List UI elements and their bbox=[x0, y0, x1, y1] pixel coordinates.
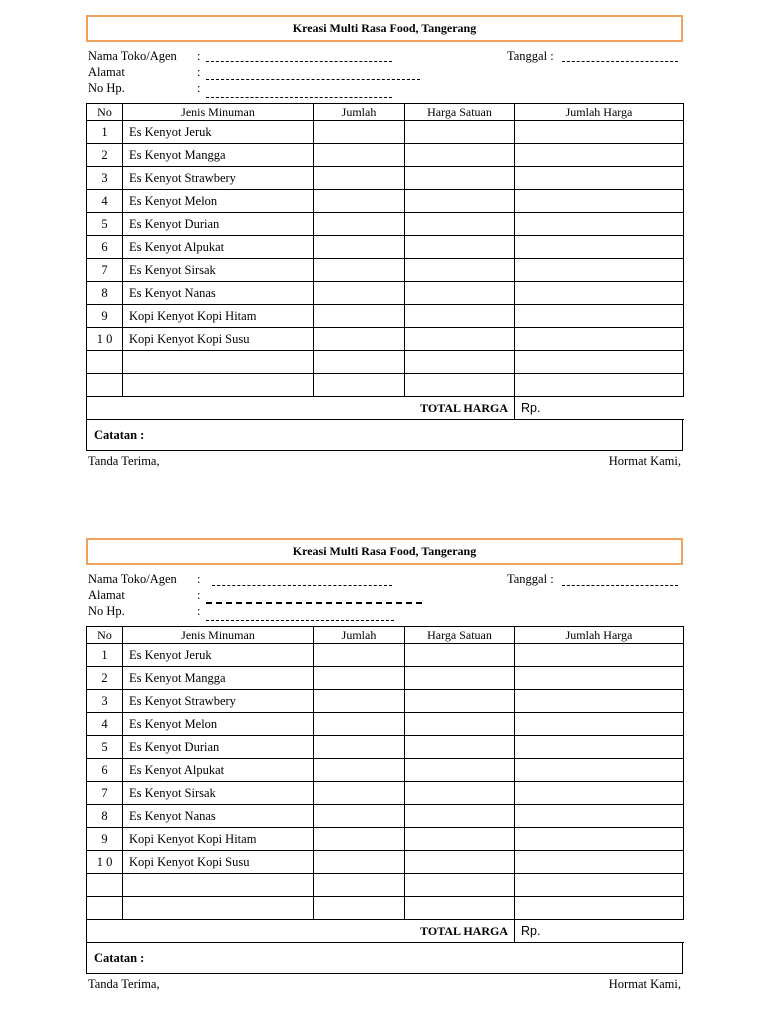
header-no: No bbox=[87, 104, 123, 121]
sign-right: Hormat Kami, bbox=[608, 454, 681, 468]
notes-box[interactable] bbox=[86, 420, 683, 451]
nohp-colon: : bbox=[197, 604, 201, 618]
row-no: 1 bbox=[87, 644, 123, 667]
table-row bbox=[87, 851, 684, 874]
row-no: 2 bbox=[87, 667, 123, 690]
row-no: 8 bbox=[87, 282, 123, 305]
row-no: 9 bbox=[87, 828, 123, 851]
header-jenis-minuman: Jenis Minuman bbox=[123, 627, 314, 644]
alamat-label: Alamat bbox=[88, 65, 125, 79]
row-jumlah-cell[interactable] bbox=[314, 828, 405, 851]
table-row bbox=[87, 782, 684, 805]
table-row bbox=[87, 190, 684, 213]
row-item: Kopi Kenyot Kopi Susu bbox=[123, 851, 314, 874]
table-row bbox=[87, 351, 684, 374]
tanggal-label: Tanggal : bbox=[507, 49, 554, 63]
row-jumlah-cell[interactable] bbox=[314, 851, 405, 874]
row-no bbox=[87, 374, 123, 397]
nohp-field[interactable] bbox=[206, 97, 392, 98]
row-item: Kopi Kenyot Kopi Hitam bbox=[123, 305, 314, 328]
row-harga-satuan-cell[interactable] bbox=[405, 374, 515, 397]
row-item: Es Kenyot Strawbery bbox=[123, 167, 314, 190]
nama-field[interactable] bbox=[206, 61, 392, 62]
row-item: Es Kenyot Melon bbox=[123, 713, 314, 736]
total-row bbox=[87, 397, 684, 420]
header-no: No bbox=[87, 627, 123, 644]
row-no bbox=[87, 874, 123, 897]
row-harga-satuan-cell[interactable] bbox=[405, 736, 515, 759]
row-jumlah-harga-cell[interactable] bbox=[515, 759, 684, 782]
row-no bbox=[87, 351, 123, 374]
row-jumlah-harga-cell[interactable] bbox=[515, 805, 684, 828]
row-harga-satuan-cell[interactable] bbox=[405, 121, 515, 144]
table-row bbox=[87, 897, 684, 920]
sign-left: Tanda Terima, bbox=[88, 977, 160, 991]
row-jumlah-cell[interactable] bbox=[314, 713, 405, 736]
row-no: 7 bbox=[87, 259, 123, 282]
nama-field[interactable] bbox=[212, 585, 392, 586]
sign-left: Tanda Terima, bbox=[88, 454, 160, 468]
row-harga-satuan-cell[interactable] bbox=[405, 328, 515, 351]
table-header-row bbox=[87, 627, 684, 644]
row-item: Kopi Kenyot Kopi Susu bbox=[123, 328, 314, 351]
row-harga-satuan-cell[interactable] bbox=[405, 874, 515, 897]
row-item: Es Kenyot Jeruk bbox=[123, 121, 314, 144]
row-item: Es Kenyot Strawbery bbox=[123, 690, 314, 713]
row-no: 5 bbox=[87, 736, 123, 759]
row-no: 3 bbox=[87, 690, 123, 713]
row-no: 4 bbox=[87, 713, 123, 736]
table-row bbox=[87, 167, 684, 190]
row-harga-satuan-cell[interactable] bbox=[405, 667, 515, 690]
row-jumlah-cell[interactable] bbox=[314, 897, 405, 920]
tanggal-field[interactable] bbox=[562, 585, 678, 586]
row-jumlah-cell[interactable] bbox=[314, 190, 405, 213]
table-row bbox=[87, 328, 684, 351]
alamat-label: Alamat bbox=[88, 588, 125, 602]
row-harga-satuan-cell[interactable] bbox=[405, 828, 515, 851]
row-jumlah-harga-cell[interactable] bbox=[515, 213, 684, 236]
table-row bbox=[87, 305, 684, 328]
row-item[interactable] bbox=[123, 897, 314, 920]
row-jumlah-cell[interactable] bbox=[314, 874, 405, 897]
total-harga-label: TOTAL HARGA bbox=[87, 397, 515, 420]
form-title: Kreasi Multi Rasa Food, Tangerang bbox=[86, 538, 683, 565]
order-table bbox=[86, 103, 684, 420]
row-jumlah-cell[interactable] bbox=[314, 805, 405, 828]
row-jumlah-harga-cell[interactable] bbox=[515, 736, 684, 759]
row-harga-satuan-cell[interactable] bbox=[405, 690, 515, 713]
row-item: Es Kenyot Nanas bbox=[123, 805, 314, 828]
table-row bbox=[87, 121, 684, 144]
row-harga-satuan-cell[interactable] bbox=[405, 897, 515, 920]
order-table bbox=[86, 626, 684, 943]
row-jumlah-cell[interactable] bbox=[314, 690, 405, 713]
row-jumlah-harga-cell[interactable] bbox=[515, 851, 684, 874]
row-jumlah-harga-cell[interactable] bbox=[515, 328, 684, 351]
row-no: 4 bbox=[87, 190, 123, 213]
row-harga-satuan-cell[interactable] bbox=[405, 851, 515, 874]
nama-label: Nama Toko/Agen bbox=[88, 49, 177, 63]
row-jumlah-cell[interactable] bbox=[314, 351, 405, 374]
header-harga-satuan: Harga Satuan bbox=[405, 627, 515, 644]
table-row bbox=[87, 828, 684, 851]
table-row bbox=[87, 736, 684, 759]
row-jumlah-cell[interactable] bbox=[314, 736, 405, 759]
nohp-colon: : bbox=[197, 81, 201, 95]
row-harga-satuan-cell[interactable] bbox=[405, 805, 515, 828]
row-item: Es Kenyot Alpukat bbox=[123, 236, 314, 259]
row-harga-satuan-cell[interactable] bbox=[405, 213, 515, 236]
row-jumlah-cell[interactable] bbox=[314, 236, 405, 259]
row-jumlah-cell[interactable] bbox=[314, 259, 405, 282]
row-jumlah-harga-cell[interactable] bbox=[515, 667, 684, 690]
row-no: 3 bbox=[87, 167, 123, 190]
row-jumlah-cell[interactable] bbox=[314, 305, 405, 328]
header-harga-satuan: Harga Satuan bbox=[405, 104, 515, 121]
row-item[interactable] bbox=[123, 874, 314, 897]
alamat-colon: : bbox=[197, 65, 201, 79]
row-jumlah-cell[interactable] bbox=[314, 759, 405, 782]
nohp-label: No Hp. bbox=[88, 81, 125, 95]
table-row bbox=[87, 667, 684, 690]
total-harga-value[interactable]: Rp. bbox=[515, 920, 684, 943]
row-item: Es Kenyot Durian bbox=[123, 736, 314, 759]
row-no: 1 0 bbox=[87, 328, 123, 351]
row-item: Es Kenyot Sirsak bbox=[123, 259, 314, 282]
nama-label: Nama Toko/Agen bbox=[88, 572, 177, 586]
row-jumlah-harga-cell[interactable] bbox=[515, 644, 684, 667]
row-jumlah-harga-cell[interactable] bbox=[515, 305, 684, 328]
row-item: Es Kenyot Nanas bbox=[123, 282, 314, 305]
tanggal-label: Tanggal : bbox=[507, 572, 554, 586]
alamat-field[interactable] bbox=[206, 602, 422, 604]
row-jumlah-harga-cell[interactable] bbox=[515, 259, 684, 282]
row-jumlah-harga-cell[interactable] bbox=[515, 374, 684, 397]
form-title: Kreasi Multi Rasa Food, Tangerang bbox=[86, 15, 683, 42]
table-row bbox=[87, 213, 684, 236]
table-row bbox=[87, 690, 684, 713]
row-item: Es Kenyot Durian bbox=[123, 213, 314, 236]
table-row bbox=[87, 282, 684, 305]
total-harga-value[interactable]: Rp. bbox=[515, 397, 684, 420]
row-jumlah-harga-cell[interactable] bbox=[515, 351, 684, 374]
order-form-1 bbox=[86, 15, 683, 495]
row-item[interactable] bbox=[123, 351, 314, 374]
row-jumlah-cell[interactable] bbox=[314, 782, 405, 805]
row-no: 5 bbox=[87, 213, 123, 236]
row-harga-satuan-cell[interactable] bbox=[405, 713, 515, 736]
table-row bbox=[87, 144, 684, 167]
row-item: Es Kenyot Melon bbox=[123, 190, 314, 213]
row-harga-satuan-cell[interactable] bbox=[405, 167, 515, 190]
row-jumlah-cell[interactable] bbox=[314, 667, 405, 690]
row-jumlah-harga-cell[interactable] bbox=[515, 144, 684, 167]
row-harga-satuan-cell[interactable] bbox=[405, 282, 515, 305]
table-row bbox=[87, 374, 684, 397]
header-jumlah: Jumlah bbox=[314, 104, 405, 121]
row-jumlah-cell[interactable] bbox=[314, 644, 405, 667]
row-jumlah-harga-cell[interactable] bbox=[515, 282, 684, 305]
row-jumlah-harga-cell[interactable] bbox=[515, 874, 684, 897]
row-jumlah-cell[interactable] bbox=[314, 213, 405, 236]
row-jumlah-cell[interactable] bbox=[314, 167, 405, 190]
total-harga-label: TOTAL HARGA bbox=[87, 920, 515, 943]
header-jumlah-harga: Jumlah Harga bbox=[515, 627, 684, 644]
row-jumlah-cell[interactable] bbox=[314, 282, 405, 305]
row-jumlah-harga-cell[interactable] bbox=[515, 713, 684, 736]
row-no: 1 0 bbox=[87, 851, 123, 874]
row-item: Kopi Kenyot Kopi Hitam bbox=[123, 828, 314, 851]
table-row bbox=[87, 713, 684, 736]
table-row bbox=[87, 759, 684, 782]
order-form-2 bbox=[86, 538, 683, 1018]
row-no: 6 bbox=[87, 236, 123, 259]
tanggal-field[interactable] bbox=[562, 61, 678, 62]
row-harga-satuan-cell[interactable] bbox=[405, 190, 515, 213]
row-harga-satuan-cell[interactable] bbox=[405, 144, 515, 167]
row-no: 8 bbox=[87, 805, 123, 828]
nama-colon: : bbox=[197, 49, 201, 63]
row-jumlah-harga-cell[interactable] bbox=[515, 897, 684, 920]
nama-colon: : bbox=[197, 572, 201, 586]
nohp-label: No Hp. bbox=[88, 604, 125, 618]
table-row bbox=[87, 874, 684, 897]
row-harga-satuan-cell[interactable] bbox=[405, 259, 515, 282]
table-row bbox=[87, 259, 684, 282]
row-item: Es Kenyot Alpukat bbox=[123, 759, 314, 782]
table-row bbox=[87, 236, 684, 259]
header-jumlah: Jumlah bbox=[314, 627, 405, 644]
table-header-row bbox=[87, 104, 684, 121]
row-item: Es Kenyot Mangga bbox=[123, 667, 314, 690]
table-row bbox=[87, 805, 684, 828]
alamat-field[interactable] bbox=[206, 79, 420, 80]
sign-right: Hormat Kami, bbox=[608, 977, 681, 991]
row-no: 2 bbox=[87, 144, 123, 167]
row-item: Es Kenyot Jeruk bbox=[123, 644, 314, 667]
row-harga-satuan-cell[interactable] bbox=[405, 782, 515, 805]
nohp-field[interactable] bbox=[206, 620, 394, 621]
row-harga-satuan-cell[interactable] bbox=[405, 236, 515, 259]
row-jumlah-cell[interactable] bbox=[314, 328, 405, 351]
row-no: 6 bbox=[87, 759, 123, 782]
row-jumlah-harga-cell[interactable] bbox=[515, 121, 684, 144]
row-jumlah-cell[interactable] bbox=[314, 144, 405, 167]
row-jumlah-harga-cell[interactable] bbox=[515, 190, 684, 213]
row-jumlah-harga-cell[interactable] bbox=[515, 828, 684, 851]
header-jenis-minuman: Jenis Minuman bbox=[123, 104, 314, 121]
row-item: Es Kenyot Sirsak bbox=[123, 782, 314, 805]
row-jumlah-cell[interactable] bbox=[314, 121, 405, 144]
row-jumlah-harga-cell[interactable] bbox=[515, 690, 684, 713]
row-item: Es Kenyot Mangga bbox=[123, 144, 314, 167]
row-harga-satuan-cell[interactable] bbox=[405, 351, 515, 374]
row-harga-satuan-cell[interactable] bbox=[405, 305, 515, 328]
total-row bbox=[87, 920, 684, 943]
row-harga-satuan-cell[interactable] bbox=[405, 759, 515, 782]
row-item[interactable] bbox=[123, 374, 314, 397]
notes-box[interactable] bbox=[86, 943, 683, 974]
row-jumlah-harga-cell[interactable] bbox=[515, 782, 684, 805]
row-no bbox=[87, 897, 123, 920]
row-no: 7 bbox=[87, 782, 123, 805]
row-no: 9 bbox=[87, 305, 123, 328]
row-no: 1 bbox=[87, 121, 123, 144]
header-jumlah-harga: Jumlah Harga bbox=[515, 104, 684, 121]
notes-label: Catatan : bbox=[94, 428, 145, 442]
row-jumlah-cell[interactable] bbox=[314, 374, 405, 397]
alamat-colon: : bbox=[197, 588, 201, 602]
row-jumlah-harga-cell[interactable] bbox=[515, 236, 684, 259]
table-row bbox=[87, 644, 684, 667]
row-jumlah-harga-cell[interactable] bbox=[515, 167, 684, 190]
notes-label: Catatan : bbox=[94, 951, 145, 965]
row-harga-satuan-cell[interactable] bbox=[405, 644, 515, 667]
